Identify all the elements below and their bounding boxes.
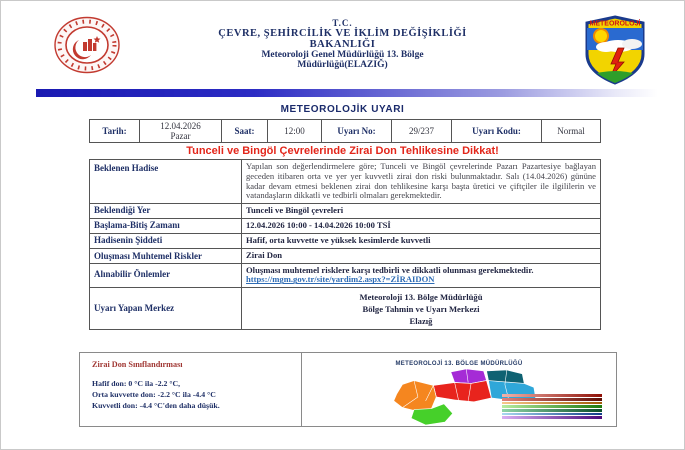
expected-event-text: Yapılan son değerlendirmelere göre; Tunceli ve Bingöl çevrelerinde Pazarı Pazartesiye bağlayan geceden itibaren orta ve yer yer kuvvetli zirai don riski bulunmaktadır. Salı (14.04.2026) gününe kadar devam etmesi beklenen zirai don tehlikesine karşı başta üretici ve çiftçiler ile ilgililerin ve vatandaşların dikkatli ve tedbirli olmaları gerekmektedir. [242, 160, 601, 204]
date-value-text: 12.04.2026 [160, 121, 201, 131]
warning-code-value: Normal [542, 120, 601, 143]
issuing-center-label: Uyarı Yapan Merkez [90, 288, 242, 330]
time-label: Saat: [222, 120, 268, 143]
time-range-value: 12.04.2026 10:00 - 14.04.2026 10:00 TSİ [242, 218, 601, 233]
table-row [90, 160, 601, 204]
warning-details-table [89, 159, 601, 330]
map-region-center [433, 381, 491, 402]
expected-place-value: Tunceli ve Bingöl çevreleri [242, 204, 601, 219]
time-value: 12:00 [268, 120, 322, 143]
legend-gradient-bar [502, 398, 602, 401]
header-divider-bar [36, 89, 658, 97]
expected-place-label: Beklendiği Yer [90, 204, 242, 219]
issuing-center-cell [242, 288, 601, 330]
warning-code-label: Uyarı Kodu: [452, 120, 542, 143]
table-row [90, 218, 601, 233]
classification-line-moderate: Orta kuvvette don: -2.2 °C ila -4.4 °C [92, 390, 216, 399]
document-title: METEOROLOJİK UYARI [280, 104, 405, 115]
warning-no-label: Uyarı No: [322, 120, 392, 143]
map-title: METEOROLOJİ 13. BÖLGE MÜDÜRLÜĞÜ [395, 361, 523, 367]
precautions-text: Oluşması muhtemel risklere karşı tedbirli ve dikkatli olunması gerekmektedir. [246, 264, 534, 275]
table-row [90, 120, 601, 143]
risks-label: Oluşması Muhtemel Riskler [90, 248, 242, 263]
tc-label: T.C. [332, 18, 353, 28]
risks-value: Zirai Don [242, 248, 601, 263]
ministry-name-line1: ÇEVRE, ŞEHİRCİLİK VE İKLİM DEĞİŞİKLİĞİ [218, 28, 467, 39]
table-row [90, 204, 601, 219]
meteorology-logo-text: METEOROLOJİ [589, 20, 641, 28]
table-row [90, 248, 601, 263]
issuing-center-line1: Meteoroloji 13. Bölge Müdürlüğü [359, 291, 483, 302]
meteorology-logo-icon [584, 14, 646, 86]
issuing-center-line3: Elazığ [409, 315, 433, 326]
department-line1: Meteoroloji Genel Müdürlüğü 13. Bölge [261, 50, 424, 60]
severity-value: Hafif, orta kuvvette ve yüksek kesimlerde kuvvetli [242, 233, 601, 248]
department-line2: Müdürlüğü(ELAZIĞ) [297, 60, 388, 70]
ministry-title-block [123, 18, 563, 70]
date-label: Tarih: [90, 120, 140, 143]
precautions-link[interactable]: https://mgm.gov.tr/site/yardim2.aspx?=ZİRAIDON [246, 274, 435, 285]
legend-gradient-bar [502, 413, 602, 416]
legend-gradient-bar [502, 405, 602, 408]
ministry-name-line2: BAKANLIĞI [309, 39, 376, 50]
classification-line-mild: Hafif don: 0 °C ila -2.2 °C, [92, 379, 181, 388]
time-range-label: Başlama-Bitiş Zamanı [90, 218, 242, 233]
footer-box [79, 352, 617, 427]
region-map-panel [302, 353, 616, 426]
date-value [140, 120, 222, 143]
date-day-text: Pazar [170, 131, 191, 141]
legend-gradient-bar [502, 402, 602, 405]
frost-classification-panel [80, 353, 302, 426]
warning-info-table [89, 119, 601, 143]
table-row [90, 233, 601, 248]
alert-headline: Tunceli ve Bingöl Çevrelerinde Zirai Don Tehlikesine Dikkat! [186, 144, 499, 157]
classification-title: Zirai Don Sınıflandırması [92, 360, 183, 369]
legend-gradient-bar [502, 409, 602, 412]
document-header [1, 1, 684, 89]
legend-gradient-bar [502, 416, 602, 419]
table-row [90, 263, 601, 288]
ministry-emblem-icon [53, 16, 121, 74]
issuing-center-line2: Bölge Tahmin ve Uyarı Merkezi [362, 303, 480, 314]
table-row [90, 288, 601, 330]
expected-event-label: Beklenen Hadise [90, 160, 242, 204]
map-legend [502, 393, 602, 419]
legend-gradient-bar [502, 394, 602, 397]
severity-label: Hadisenin Şiddeti [90, 233, 242, 248]
classification-line-severe: Kuvvetli don: -4.4 °C'den daha düşük. [92, 401, 220, 410]
precautions-cell [242, 263, 601, 288]
warning-no-value: 29/237 [392, 120, 452, 143]
precautions-label: Alınabilir Önlemler [90, 263, 242, 288]
